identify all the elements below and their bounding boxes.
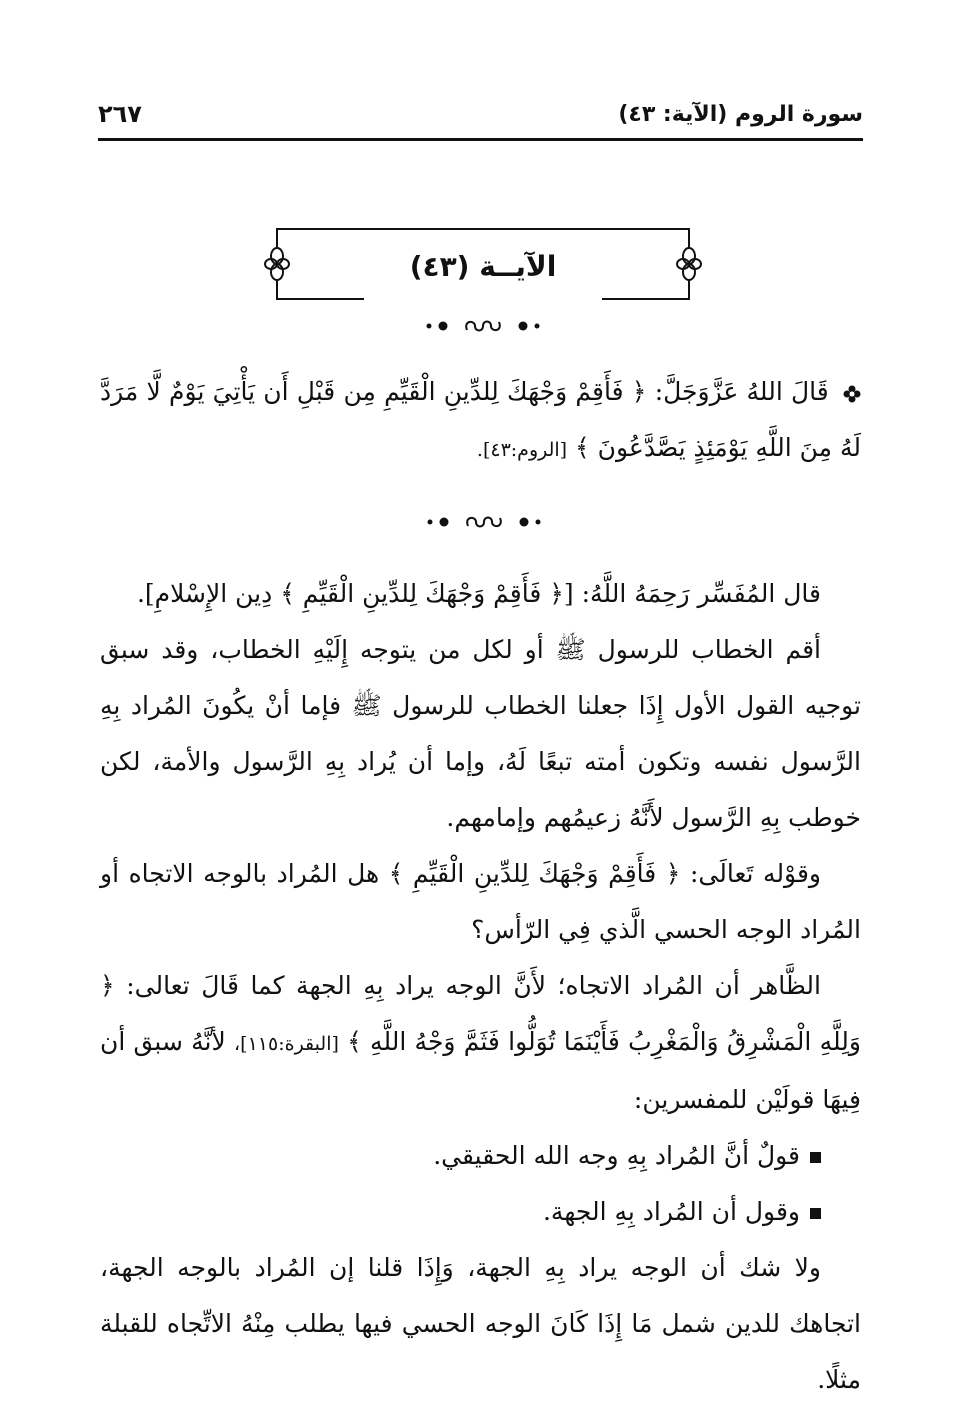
dots-divider-icon xyxy=(424,512,544,532)
flower-icon xyxy=(843,385,861,403)
dots-divider-icon xyxy=(423,316,543,336)
paragraph: أقم الخطاب للرسول ﷺ أو لكل من يتوجه إِلَيْهِ الخطاب، وقد سبق توجيه القول الأول إِذَا جعلنا الخطاب للرسول ﷺ فإما أنْ يكُونَ المُراد بِهِ الرَّسول نفسه وتكون أمته تبعًا لَهُ، وإما أن يُراد بِهِ الرَّسول والأمة، لكن خوطب بِهِ الرَّسول لأَنَّهُ زعيمُهم وإمامهم. xyxy=(100,635,861,832)
list-item-text: وقول أن المُراد بِهِ الجهة. xyxy=(542,1197,800,1226)
closing-paragraph: ولا شك أن الوجه يراد بِهِ الجهة، وَإِذَا قلنا إن المُراد بالوجه الجهة، اتجاهك للدين شمل مَا إِذَا كَانَ الوجه الحسي فيها يطلب مِنْهُ الاتِّجاه للقبلة مثلًا. xyxy=(100,1253,861,1394)
running-header xyxy=(98,98,863,138)
paragraph-tail: لأنَّهُ سبق أن فِيهَا قولَيْن للمفسرين: xyxy=(100,1027,861,1114)
paragraph-text: الظَّاهر أن المُراد الاتجاه؛ لأَنَّ الوجه يراد بِهِ الجهة كما قَالَ تعالى: ﴿ وَلِلَّهِ الْمَشْرِقُ وَالْمَغْرِبُ فَأَيْنَمَا تُوَلُّوا فَثَمَّ وَجْهُ اللَّهِ ﴾ xyxy=(100,971,861,1056)
body-text xyxy=(100,364,861,1408)
divider xyxy=(100,478,861,566)
running-title: سورة الروم (الآية: ٤٣) xyxy=(618,102,863,127)
verse-paragraph xyxy=(100,364,861,478)
list-item xyxy=(100,1184,861,1240)
bullet-icon xyxy=(810,1208,821,1219)
section-title: الآيــة (٤٣) xyxy=(409,250,557,283)
header-rule xyxy=(98,138,863,141)
section-frame xyxy=(276,228,690,332)
paragraph: وقوْله تَعالَى: ﴿ فَأَقِمْ وَجْهَكَ لِلدِّينِ الْقَيِّمِ ﴾ هل المُراد بالوجه الاتجاه أو المُراد الوجه الحسي الَّذي فِي الرّأس؟ xyxy=(100,859,861,944)
paragraph-citation xyxy=(100,958,861,1128)
verse-citation: [الروم:٤٣]. xyxy=(476,439,568,461)
paragraph: قال المُفَسِّر رَحِمَهُ اللَّهُ: [﴿ فَأَقِمْ وَجْهَكَ لِلدِّينِ الْقَيِّمِ ﴾ دِين الإِسْلامِ]. xyxy=(136,579,821,608)
verse-text: ﴿ فَأَقِمْ وَجْهَكَ لِلدِّينِ الْقَيِّمِ مِن قَبْلِ أَن يَأْتِيَ يَوْمٌ لَّا مَرَدَّ لَهُ مِنَ اللَّهِ يَوْمَئِذٍ يَصَّدَّعُونَ ﴾ xyxy=(100,377,861,462)
list-item-text: قولٌ أنَّ المُراد بِهِ وجه الله الحقيقي. xyxy=(433,1141,800,1170)
citation: [البقرة:١١٥]، xyxy=(234,1033,339,1055)
bullet-icon xyxy=(810,1152,821,1163)
verse-intro: قَالَ اللهُ عَزَّوَجَلَّ: xyxy=(654,377,829,406)
list-item xyxy=(100,1128,861,1184)
page-number: ٢٦٧ xyxy=(98,100,142,128)
